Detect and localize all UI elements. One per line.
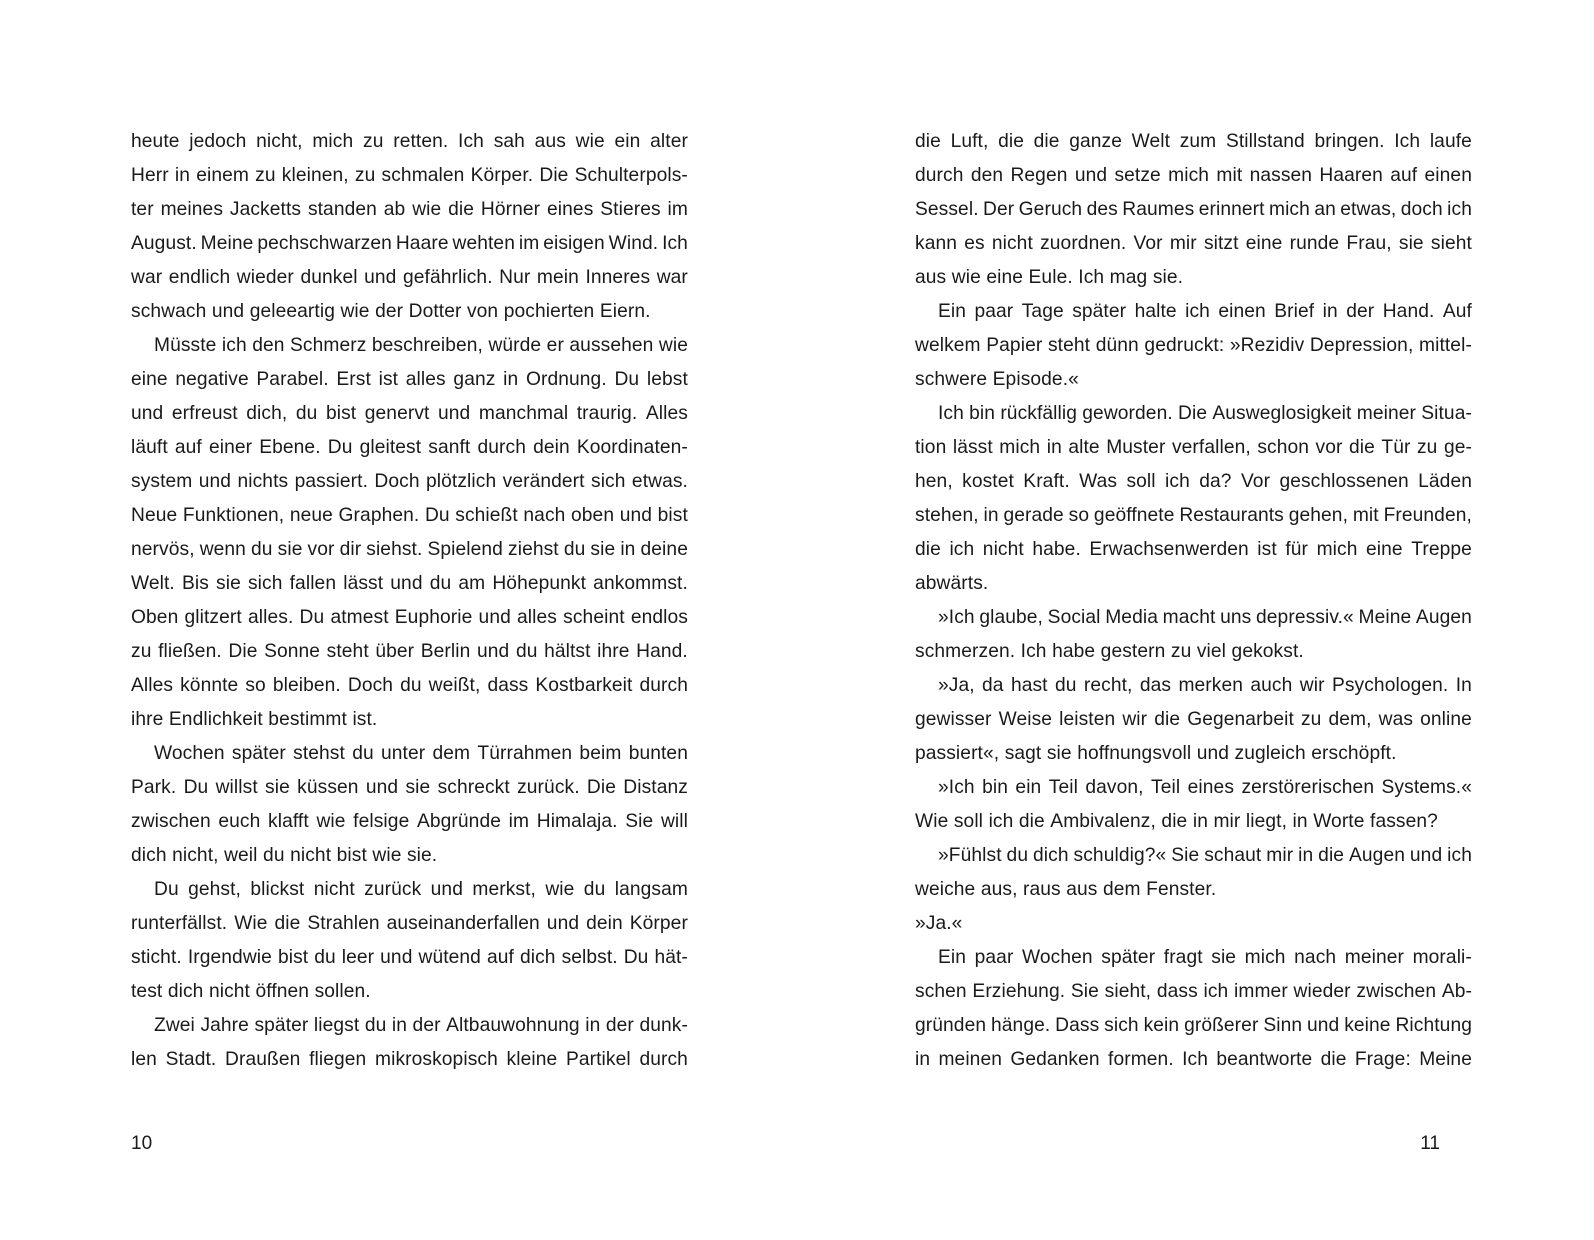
- text-line: »Ich glaube, Social Media macht uns depressiv.« Meine Augen: [938, 607, 1472, 628]
- text-line: schwere Episode.«: [915, 369, 1079, 390]
- right-page-text: [915, 125, 1472, 1215]
- text-line: Müsste ich den Schmerz beschreiben, würde er aussehen wie: [154, 335, 688, 356]
- text-line: test dich nicht öffnen sollen.: [131, 981, 371, 1002]
- text-line: schwach und geleeartig wie der Dotter von pochierten Eiern.: [131, 301, 651, 322]
- text-line: Herr in einem zu kleinen, zu schmalen Körper. Die Schulterpols-: [131, 165, 688, 186]
- text-line: war endlich wieder dunkel und gefährlich. Nur mein Inneres war: [131, 267, 688, 288]
- text-line: ter meines Jacketts standen ab wie die Hörner eines Stieres im: [131, 199, 688, 220]
- text-line: durch den Regen und setze mich mit nassen Haaren auf einen: [915, 165, 1472, 186]
- text-line: die Luft, die die ganze Welt zum Stillstand bringen. Ich laufe: [915, 131, 1472, 152]
- text-line: Ich bin rückfällig geworden. Die Ausweglosigkeit meiner Situa-: [938, 403, 1472, 424]
- text-line: schen Erziehung. Sie sieht, dass ich immer wieder zwischen Ab-: [915, 981, 1472, 1002]
- text-line: hen, kostet Kraft. Was soll ich da? Vor geschlossenen Läden: [915, 471, 1472, 492]
- text-line: heute jedoch nicht, mich zu retten. Ich sah aus wie ein alter: [131, 131, 688, 152]
- text-line: kann es nicht zuordnen. Vor mir sitzt eine runde Frau, sie sieht: [915, 233, 1472, 254]
- text-line: passiert«, sagt sie hoffnungsvoll und zugleich erschöpft.: [915, 743, 1397, 764]
- text-line: in meinen Gedanken formen. Ich beantworte die Frage: Meine: [915, 1049, 1472, 1070]
- text-line: Zwei Jahre später liegst du in der Altbauwohnung in der dunk-: [154, 1015, 688, 1036]
- text-line: nervös, wenn du sie vor dir siehst. Spielend ziehst du sie in deine: [131, 539, 688, 560]
- text-line: zu fließen. Die Sonne steht über Berlin und du hältst ihre Hand.: [131, 641, 688, 662]
- text-line: »Fühlst du dich schuldig?« Sie schaut mir in die Augen und ich: [938, 845, 1472, 866]
- text-line: abwärts.: [915, 573, 989, 594]
- text-line: gründen hänge. Dass sich kein größerer Sinn und keine Richtung: [915, 1015, 1472, 1036]
- text-line: Du gehst, blickst nicht zurück und merkst, wie du langsam: [154, 879, 688, 900]
- text-line: die ich nicht habe. Erwachsenwerden ist für mich eine Treppe: [915, 539, 1472, 560]
- left-page-text: [131, 125, 688, 1215]
- text-line: Wochen später stehst du unter dem Türrahmen beim bunten: [154, 743, 688, 764]
- text-line: welkem Papier steht dünn gedruckt: »Rezidiv Depression, mittel-: [915, 335, 1472, 356]
- text-line: gewisser Weise leisten wir die Gegenarbeit zu dem, was online: [915, 709, 1472, 730]
- text-line: »Ja.«: [915, 913, 963, 934]
- text-line: läuft auf einer Ebene. Du gleitest sanft durch dein Koordinaten-: [131, 437, 688, 458]
- text-line: Oben glitzert alles. Du atmest Euphorie und alles scheint endlos: [131, 607, 688, 628]
- text-line: ihre Endlichkeit bestimmt ist.: [131, 709, 378, 730]
- text-line: stehen, in gerade so geöffnete Restaurants gehen, mit Freunden,: [915, 505, 1472, 526]
- text-line: len Stadt. Draußen fliegen mikroskopisch kleine Partikel durch: [131, 1049, 688, 1070]
- text-line: aus wie eine Eule. Ich mag sie.: [915, 267, 1184, 288]
- text-line: weiche aus, raus aus dem Fenster.: [915, 879, 1217, 900]
- text-line: Wie soll ich die Ambivalenz, die in mir liegt, in Worte fassen?: [915, 811, 1438, 832]
- text-line: schmerzen. Ich habe gestern zu viel gekokst.: [915, 641, 1304, 662]
- page-number-left: 10: [131, 1133, 153, 1154]
- text-line: August. Meine pechschwarzen Haare wehten im eisigen Wind. Ich: [131, 233, 688, 254]
- text-line: tion lässt mich in alte Muster verfallen, schon vor die Tür zu ge-: [915, 437, 1472, 458]
- text-line: Ein paar Tage später halte ich einen Brief in der Hand. Auf: [938, 301, 1472, 322]
- text-line: Alles könnte so bleiben. Doch du weißt, dass Kostbarkeit durch: [131, 675, 688, 696]
- text-line: »Ich bin ein Teil davon, Teil eines zerstörerischen Systems.«: [938, 777, 1472, 798]
- text-line: Sessel. Der Geruch des Raumes erinnert mich an etwas, doch ich: [915, 199, 1472, 220]
- text-line: zwischen euch klafft wie felsige Abgründe im Himalaja. Sie will: [131, 811, 688, 832]
- text-line: Ein paar Wochen später fragt sie mich nach meiner morali-: [938, 947, 1472, 968]
- text-line: system und nichts passiert. Doch plötzlich verändert sich etwas.: [131, 471, 688, 492]
- text-line: dich nicht, weil du nicht bist wie sie.: [131, 845, 438, 866]
- text-line: runterfällst. Wie die Strahlen auseinanderfallen und dein Körper: [131, 913, 688, 934]
- text-line: Welt. Bis sie sich fallen lässt und du am Höhepunkt ankommst.: [131, 573, 688, 594]
- text-line: Park. Du willst sie küssen und sie schreckt zurück. Die Distanz: [131, 777, 688, 798]
- text-line: sticht. Irgendwie bist du leer und wütend auf dich selbst. Du hät-: [131, 947, 688, 968]
- text-line: Neue Funktionen, neue Graphen. Du schießt nach oben und bist: [131, 505, 688, 526]
- text-line: eine negative Parabel. Erst ist alles ganz in Ordnung. Du lebst: [131, 369, 688, 390]
- page-number-right: 11: [1420, 1133, 1440, 1154]
- text-line: »Ja, da hast du recht, das merken auch wir Psychologen. In: [938, 675, 1472, 696]
- text-line: und erfreust dich, du bist genervt und manchmal traurig. Alles: [131, 403, 688, 424]
